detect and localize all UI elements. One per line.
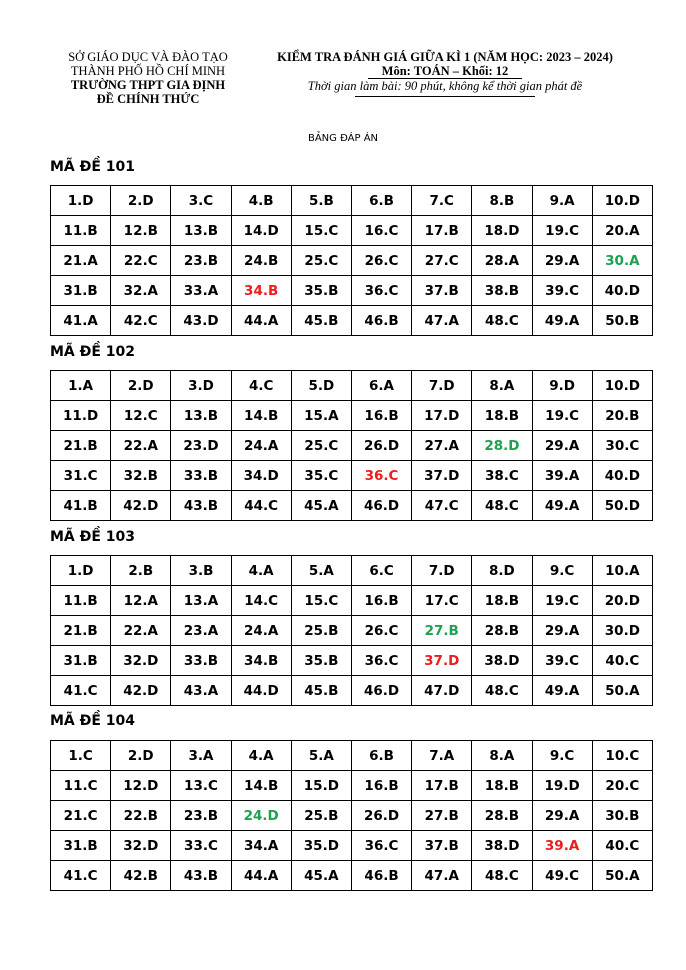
answer-cell: 2.D: [111, 741, 171, 771]
answer-cell: 28.A: [472, 246, 532, 276]
answer-cell: 1.D: [51, 556, 111, 586]
answer-cell: 36.C: [351, 831, 411, 861]
answer-cell: 22.B: [111, 801, 171, 831]
answer-cell: 40.C: [592, 646, 652, 676]
answer-cell: 32.B: [111, 461, 171, 491]
answer-cell: 34.D: [231, 461, 291, 491]
answer-cell: 6.A: [351, 371, 411, 401]
answer-cell: 12.D: [111, 771, 171, 801]
answer-cell: 42.D: [111, 676, 171, 706]
exam-code-label: MÃ ĐỀ 101: [50, 159, 136, 175]
answer-cell: 20.B: [592, 401, 652, 431]
answer-cell: 8.A: [472, 371, 532, 401]
answer-cell: 22.C: [111, 246, 171, 276]
answer-cell: 3.B: [171, 556, 231, 586]
time-note: Thời gian làm bài: 90 phút, không kể thời gian phát đề: [307, 79, 583, 93]
answer-cell: 26.C: [351, 246, 411, 276]
answer-cell: 11.B: [51, 216, 111, 246]
table-row: [51, 306, 653, 336]
table-row: [51, 861, 653, 891]
answer-cell: 40.C: [592, 831, 652, 861]
answer-cell: 42.D: [111, 491, 171, 521]
answer-cell: 32.D: [111, 831, 171, 861]
answer-cell: 46.B: [351, 306, 411, 336]
department-header: [48, 50, 248, 106]
answer-cell: 11.C: [51, 771, 111, 801]
answer-cell: 35.D: [291, 831, 351, 861]
answer-cell: 47.D: [412, 676, 472, 706]
answer-cell: 14.B: [231, 401, 291, 431]
answer-cell: 6.B: [351, 741, 411, 771]
answer-cell: 15.D: [291, 771, 351, 801]
answer-cell: 41.B: [51, 491, 111, 521]
answer-cell: 15.C: [291, 216, 351, 246]
table-row: [51, 556, 653, 586]
answer-cell: 4.C: [231, 371, 291, 401]
answer-cell: 50.D: [592, 491, 652, 521]
answer-cell: 25.C: [291, 431, 351, 461]
answer-cell: 38.D: [472, 831, 532, 861]
answer-key-title: BẢNG ĐÁP ÁN: [307, 133, 379, 144]
answer-cell: 11.B: [51, 586, 111, 616]
answer-cell: 3.D: [171, 371, 231, 401]
table-row: [51, 461, 653, 491]
answer-cell: 24.A: [231, 616, 291, 646]
answer-cell: 31.B: [51, 646, 111, 676]
answer-cell: 22.A: [111, 431, 171, 461]
answer-cell: 8.B: [472, 186, 532, 216]
answer-cell: 7.C: [412, 186, 472, 216]
answer-cell: 5.B: [291, 186, 351, 216]
answer-cell: 37.B: [412, 276, 472, 306]
answer-cell: 30.B: [592, 801, 652, 831]
answer-cell: 30.A: [592, 246, 652, 276]
answer-cell: 23.B: [171, 246, 231, 276]
answer-cell: 49.A: [532, 491, 592, 521]
answer-cell: 14.B: [231, 771, 291, 801]
answer-cell: 33.B: [171, 461, 231, 491]
answer-cell: 26.C: [351, 616, 411, 646]
answer-cell: 36.C: [351, 646, 411, 676]
answer-cell: 17.B: [412, 771, 472, 801]
answer-cell: 19.C: [532, 586, 592, 616]
answer-cell: 40.D: [592, 276, 652, 306]
school-name: TRƯỜNG THPT GIA ĐỊNH: [70, 78, 226, 92]
answer-cell: 45.A: [291, 491, 351, 521]
table-row: [51, 831, 653, 861]
answer-cell: 3.A: [171, 741, 231, 771]
answer-cell: 26.D: [351, 431, 411, 461]
answer-cell: 31.B: [51, 831, 111, 861]
answer-cell: 1.A: [51, 371, 111, 401]
answer-cell: 18.B: [472, 586, 532, 616]
answer-cell: 19.C: [532, 216, 592, 246]
header-divider: [355, 96, 535, 97]
answer-table: [50, 740, 653, 891]
answer-cell: 48.C: [472, 306, 532, 336]
exam-code-label: MÃ ĐỀ 103: [50, 529, 136, 545]
table-row: [51, 216, 653, 246]
answer-cell: 25.B: [291, 616, 351, 646]
table-row: [51, 491, 653, 521]
answer-cell: 2.D: [111, 371, 171, 401]
answer-cell: 19.D: [532, 771, 592, 801]
answer-cell: 31.C: [51, 461, 111, 491]
answer-cell: 47.A: [412, 306, 472, 336]
answer-cell: 24.A: [231, 431, 291, 461]
answer-cell: 43.B: [171, 491, 231, 521]
answer-cell: 21.A: [51, 246, 111, 276]
answer-cell: 41.C: [51, 676, 111, 706]
answer-cell: 17.D: [412, 401, 472, 431]
answer-cell: 50.A: [592, 676, 652, 706]
answer-cell: 2.D: [111, 186, 171, 216]
answer-cell: 13.B: [171, 216, 231, 246]
table-row: [51, 676, 653, 706]
answer-table: [50, 370, 653, 521]
answer-cell: 38.B: [472, 276, 532, 306]
answer-cell: 13.A: [171, 586, 231, 616]
answer-cell: 38.C: [472, 461, 532, 491]
answer-cell: 43.A: [171, 676, 231, 706]
exam-header: [250, 50, 640, 97]
answer-cell: 4.B: [231, 186, 291, 216]
answer-cell: 39.A: [532, 461, 592, 491]
answer-cell: 4.A: [231, 556, 291, 586]
answer-cell: 5.D: [291, 371, 351, 401]
answer-cell: 28.B: [472, 616, 532, 646]
official-label: ĐỀ CHÍNH THỨC: [96, 92, 200, 106]
answer-cell: 22.A: [111, 616, 171, 646]
answer-cell: 12.C: [111, 401, 171, 431]
answer-cell: 8.A: [472, 741, 532, 771]
answer-cell: 9.D: [532, 371, 592, 401]
answer-cell: 36.C: [351, 461, 411, 491]
answer-cell: 37.B: [412, 831, 472, 861]
answer-cell: 15.A: [291, 401, 351, 431]
answer-cell: 24.D: [231, 801, 291, 831]
answer-cell: 16.B: [351, 586, 411, 616]
department-name: SỞ GIÁO DỤC VÀ ĐÀO TẠO: [68, 50, 228, 64]
answer-cell: 29.A: [532, 431, 592, 461]
answer-cell: 28.B: [472, 801, 532, 831]
table-row: [51, 586, 653, 616]
answer-cell: 32.D: [111, 646, 171, 676]
answer-cell: 13.B: [171, 401, 231, 431]
answer-cell: 37.D: [412, 646, 472, 676]
answer-cell: 17.B: [412, 216, 472, 246]
answer-cell: 14.C: [231, 586, 291, 616]
answer-cell: 4.A: [231, 741, 291, 771]
answer-cell: 35.C: [291, 461, 351, 491]
answer-cell: 50.B: [592, 306, 652, 336]
answer-cell: 16.B: [351, 401, 411, 431]
answer-cell: 43.D: [171, 306, 231, 336]
answer-cell: 3.C: [171, 186, 231, 216]
answer-cell: 1.D: [51, 186, 111, 216]
answer-cell: 28.D: [472, 431, 532, 461]
answer-cell: 12.A: [111, 586, 171, 616]
answer-cell: 46.D: [351, 491, 411, 521]
answer-cell: 27.B: [412, 801, 472, 831]
answer-cell: 18.B: [472, 401, 532, 431]
answer-cell: 42.B: [111, 861, 171, 891]
answer-cell: 38.D: [472, 646, 532, 676]
answer-cell: 5.A: [291, 741, 351, 771]
answer-cell: 20.C: [592, 771, 652, 801]
table-row: [51, 276, 653, 306]
answer-cell: 30.D: [592, 616, 652, 646]
answer-cell: 37.D: [412, 461, 472, 491]
answer-cell: 41.C: [51, 861, 111, 891]
answer-cell: 20.A: [592, 216, 652, 246]
answer-cell: 25.B: [291, 801, 351, 831]
table-row: [51, 771, 653, 801]
answer-cell: 10.D: [592, 186, 652, 216]
answer-cell: 33.A: [171, 276, 231, 306]
table-row: [51, 401, 653, 431]
answer-cell: 23.A: [171, 616, 231, 646]
answer-cell: 27.C: [412, 246, 472, 276]
answer-cell: 45.B: [291, 676, 351, 706]
answer-cell: 2.B: [111, 556, 171, 586]
answer-cell: 41.A: [51, 306, 111, 336]
answer-cell: 16.C: [351, 216, 411, 246]
answer-cell: 49.C: [532, 861, 592, 891]
answer-cell: 43.B: [171, 861, 231, 891]
answer-cell: 34.B: [231, 276, 291, 306]
answer-cell: 48.C: [472, 861, 532, 891]
answer-cell: 35.B: [291, 646, 351, 676]
answer-cell: 23.D: [171, 431, 231, 461]
answer-cell: 9.C: [532, 741, 592, 771]
answer-cell: 40.D: [592, 461, 652, 491]
answer-cell: 1.C: [51, 741, 111, 771]
answer-cell: 8.D: [472, 556, 532, 586]
table-row: [51, 741, 653, 771]
subject-line: Môn: TOÁN – Khối: 12: [368, 64, 523, 79]
table-row: [51, 186, 653, 216]
answer-cell: 7.D: [412, 371, 472, 401]
answer-cell: 14.D: [231, 216, 291, 246]
answer-cell: 21.B: [51, 431, 111, 461]
answer-cell: 48.C: [472, 676, 532, 706]
answer-cell: 45.B: [291, 306, 351, 336]
answer-cell: 49.A: [532, 306, 592, 336]
answer-cell: 9.C: [532, 556, 592, 586]
exam-title: KIỂM TRA ĐÁNH GIÁ GIỮA KÌ 1 (NĂM HỌC: 2023 – 2024): [277, 50, 613, 64]
answer-cell: 36.C: [351, 276, 411, 306]
answer-cell: 39.C: [532, 276, 592, 306]
answer-cell: 33.B: [171, 646, 231, 676]
answer-cell: 49.A: [532, 676, 592, 706]
answer-cell: 21.C: [51, 801, 111, 831]
table-row: [51, 431, 653, 461]
answer-cell: 35.B: [291, 276, 351, 306]
answer-cell: 39.C: [532, 646, 592, 676]
answer-cell: 44.D: [231, 676, 291, 706]
exam-code-label: MÃ ĐỀ 102: [50, 344, 136, 360]
answer-cell: 25.C: [291, 246, 351, 276]
answer-cell: 6.C: [351, 556, 411, 586]
answer-cell: 10.A: [592, 556, 652, 586]
table-row: [51, 646, 653, 676]
answer-cell: 44.C: [231, 491, 291, 521]
table-row: [51, 371, 653, 401]
answer-cell: 47.C: [412, 491, 472, 521]
answer-cell: 20.D: [592, 586, 652, 616]
table-row: [51, 246, 653, 276]
answer-cell: 24.B: [231, 246, 291, 276]
answer-cell: 33.C: [171, 831, 231, 861]
table-row: [51, 801, 653, 831]
table-row: [51, 616, 653, 646]
answer-cell: 50.A: [592, 861, 652, 891]
answer-table: [50, 185, 653, 336]
answer-cell: 11.D: [51, 401, 111, 431]
answer-cell: 18.B: [472, 771, 532, 801]
answer-cell: 34.B: [231, 646, 291, 676]
answer-cell: 44.A: [231, 306, 291, 336]
answer-cell: 19.C: [532, 401, 592, 431]
answer-cell: 12.B: [111, 216, 171, 246]
answer-cell: 44.A: [231, 861, 291, 891]
answer-table: [50, 555, 653, 706]
answer-cell: 27.B: [412, 616, 472, 646]
answer-cell: 48.C: [472, 491, 532, 521]
answer-cell: 32.A: [111, 276, 171, 306]
answer-cell: 7.D: [412, 556, 472, 586]
answer-cell: 30.C: [592, 431, 652, 461]
answer-cell: 29.A: [532, 246, 592, 276]
answer-cell: 7.A: [412, 741, 472, 771]
answer-cell: 15.C: [291, 586, 351, 616]
answer-cell: 18.D: [472, 216, 532, 246]
answer-cell: 6.B: [351, 186, 411, 216]
answer-cell: 27.A: [412, 431, 472, 461]
answer-cell: 21.B: [51, 616, 111, 646]
answer-cell: 9.A: [532, 186, 592, 216]
exam-code-label: MÃ ĐỀ 104: [50, 713, 136, 729]
answer-cell: 29.A: [532, 616, 592, 646]
answer-cell: 46.B: [351, 861, 411, 891]
answer-cell: 34.A: [231, 831, 291, 861]
answer-cell: 47.A: [412, 861, 472, 891]
answer-cell: 31.B: [51, 276, 111, 306]
answer-cell: 10.C: [592, 741, 652, 771]
answer-cell: 39.A: [532, 831, 592, 861]
answer-cell: 46.D: [351, 676, 411, 706]
answer-cell: 42.C: [111, 306, 171, 336]
city-name: THÀNH PHỐ HỒ CHÍ MINH: [70, 64, 226, 78]
answer-cell: 45.A: [291, 861, 351, 891]
answer-cell: 26.D: [351, 801, 411, 831]
answer-cell: 17.C: [412, 586, 472, 616]
answer-cell: 16.B: [351, 771, 411, 801]
answer-cell: 10.D: [592, 371, 652, 401]
answer-cell: 5.A: [291, 556, 351, 586]
answer-cell: 13.C: [171, 771, 231, 801]
answer-cell: 23.B: [171, 801, 231, 831]
answer-cell: 29.A: [532, 801, 592, 831]
